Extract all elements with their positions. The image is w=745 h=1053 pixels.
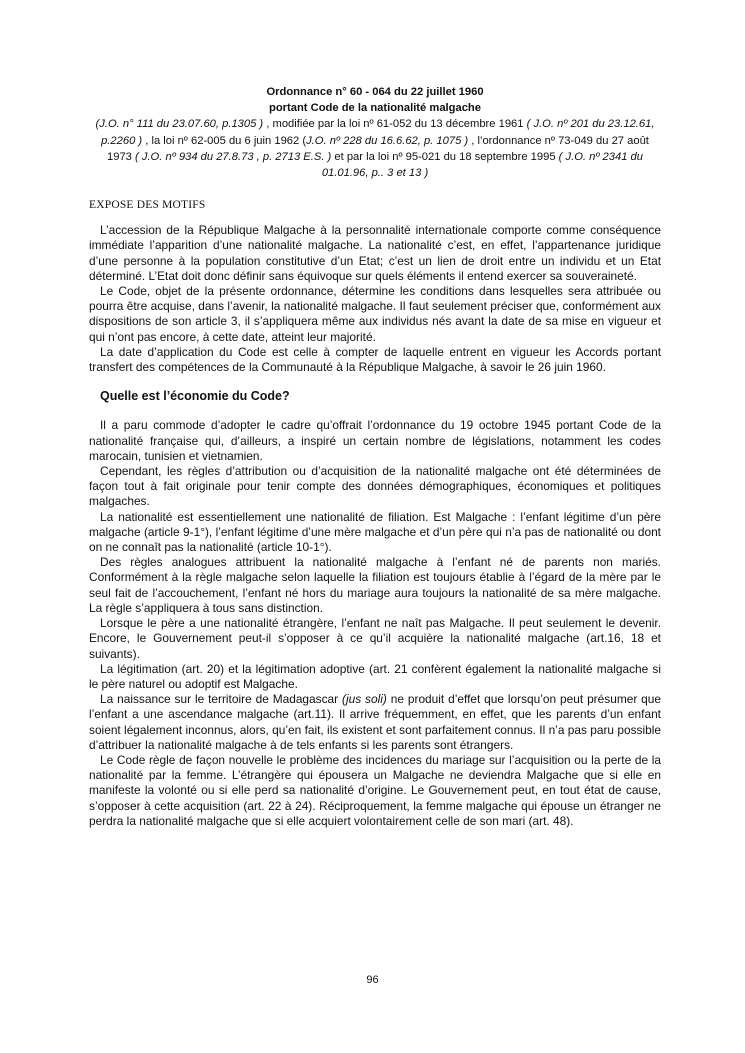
ordinance-title: Ordonnance n° 60 - 064 du 22 juillet 1960 (266, 86, 484, 98)
ref-segment: , modifiée par la loi nº 61-052 du 13 décembre 1961 (263, 118, 527, 131)
document-page (89, 84, 661, 829)
ref-segment: ( J.O. nº 934 du 27.8.73 , p. 2713 E.S. ) (135, 150, 332, 163)
paragraph: Cependant, les règles d’attribution ou d’acquisition de la nationalité malgache ont été déterminées de façon tout à fait originale pour tenir compte des données démographiques, économiques et politiques malgaches. (89, 464, 661, 509)
ref-segment: , l’ordonnance nº 73-049 du 27 août 1973 (107, 134, 649, 163)
subheading-question: Quelle est l’économie du Code? (100, 389, 290, 404)
ordinance-subtitle: portant Code de la nationalité malgache (269, 102, 481, 115)
paragraph: Des règles analogues attribuent la nationalité malgache à l’enfant né de parents non mariés. Conformément à la règle malgache selon laquelle la filiation est toujours établie à l’égard de la mère par le seul fait de l’accouchement, l’enfant né hors du mariage aura toujours la nationalité de sa mère malgache. La règle s’appliquera à tous sans distinction. (89, 555, 661, 615)
document-header (89, 84, 661, 181)
paragraph: Il a paru commode d’adopter le cadre qu’offrait l’ordonnance du 19 octobre 1945 portant Code de la nationalité française qui, d’ailleurs, a inspiré un certain nombre de législations, notamment les codes marocain, tunisien et vietnamien. (89, 418, 661, 463)
paragraph: La nationalité est essentiellement une nationalité de filiation. Est Malgache : l’enfant légitime d’un père malgache (article 9-1°), l’enfant légitime d’une mère malgache et d’un père qui n’a pas de nationalité ou dont on ne connaît pas la nationalité (article 10-1°). (89, 509, 661, 555)
section-heading: EXPOSE DES MOTIFS (89, 199, 206, 212)
document-body (89, 223, 661, 829)
paragraph: Le Code, objet de la présente ordonnance, détermine les conditions dans lesquelles sera attribuée ou pourra être acquise, dans l’avenir, la nationalité malgache. Il faut seulement préciser que, conformément aux dispositions de son article 3, il s’appliquera même aux individus nés avant la date de sa mise en vigueur et qui n’ont pas encore, à cette date, atteint leur majorité. (89, 284, 661, 344)
paragraph: La date d’application du Code est celle à compter de laquelle entrent en vigueur les Accords portant transfert des compétences de la Communauté à la République Malgache, à savoir le 26 juin 1960. (89, 344, 661, 375)
publication-references (89, 116, 661, 181)
paragraph-jus-soli (89, 692, 661, 753)
ref-segment: J.O. nº 228 du 16.6.62, p. 1075 ) (306, 134, 469, 147)
page-number: 96 (366, 974, 379, 986)
text-segment: La naissance sur le territoire de Madagascar (100, 692, 343, 707)
paragraph: L’accession de la République Malgache à la personnalité internationale comporte comme conséquence immédiate l’apparition d’une nationalité malgache. La nationalité c’est, en effet, l’appartenance juridique d’une personne à la population constitutive d’un Etat; c’est un lien de droit entre un individu et un Etat déterminé. L’Etat doit donc définir sans équivoque sur quels éléments il entend exercer sa souveraineté. (89, 223, 661, 283)
jus-soli-term: (jus soli) (342, 692, 387, 707)
paragraph: Le Code règle de façon nouvelle le problème des incidences du mariage sur l’acquisition ou la perte de la nationalité par la femme. L’étrangère qui épousera un Malgache ne deviendra Malgache que si elle en manifeste la volonté ou si elle perd sa nationalité d’origine. Le Gouvernement peut, en tout état de cause, s’opposer à cette acquisition (art. 22 à 24). Réciproquement, la femme malgache qui épouse un étranger ne perdra la nationalité malgache que si elle acquiert volontairement celle de son mari (art. 48). (89, 752, 661, 828)
paragraph: Lorsque le père a une nationalité étrangère, l’enfant ne naît pas Malgache. Il peut seulement le devenir. Encore, le Gouvernement peut-il s’opposer à ce qu’il acquière la nationalité malgache (art.16, 18 et suivants). (89, 616, 661, 661)
text-segment: ne produit d’effet que lorsqu’on peut présumer que l’enfant a une ascendance malgache (art.11). Il arrive fréquemment, en effet, que les parents d’un enfant soient légalement inconnus, alors, qu’en fait, ils existent et sont parfaitement connus. Il n’a pas paru possible d’attribuer la nationalité malgache à de tels enfants si les parents sont étrangers. (89, 692, 662, 752)
ref-segment: (J.O. n° 111 du 23.07.60, p.1305 ) (95, 118, 264, 131)
ref-segment: , la loi nº 62-005 du 6 juin 1962 ( (142, 134, 307, 147)
paragraph: La légitimation (art. 20) et la légitimation adoptive (art. 21 confèrent également la nationalité malgache si le père naturel ou adoptif est Malgache. (89, 661, 661, 691)
ref-segment: et par la loi nº 95-021 du 18 septembre 1995 (331, 150, 559, 163)
ref-segment: ( J.O. nº 2341 du 01.01.96, p.. 3 et 13 ) (321, 150, 643, 180)
ref-segment: ( J.O. nº 201 du 23.12.61, p.2260 ) (101, 118, 655, 147)
